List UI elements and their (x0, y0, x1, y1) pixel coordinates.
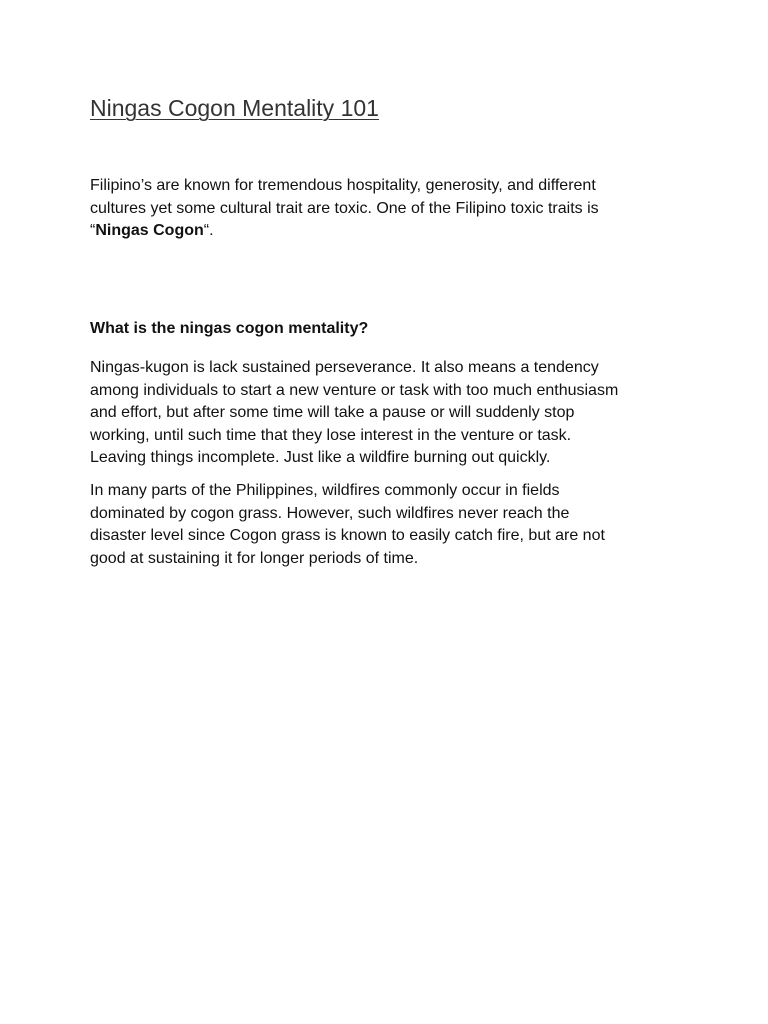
close-quote: “. (203, 222, 214, 239)
wildfire-line: In many parts of the Philippines, wildfires commonly occur in fields (90, 482, 560, 499)
wildfire-line: good at sustaining it for longer periods of time. (90, 549, 419, 567)
intro-line: Filipino’s are known for tremendous hospitality, generosity, and different (90, 177, 596, 194)
definition-line: Leaving things incomplete. Just like a wildfire burning out quickly. (90, 449, 551, 466)
intro-line (90, 220, 599, 243)
definition-paragraph (90, 357, 618, 470)
wildfire-line: disaster level since Cogon grass is known to easily catch fire, but are not (90, 527, 605, 544)
wildfire-paragraph (90, 480, 605, 570)
definition-line: among individuals to start a new venture or task with too much enthusiasm (90, 381, 619, 399)
intro-paragraph (90, 175, 599, 243)
definition-line: working, until such time that they lose interest in the venture or task. (90, 426, 572, 444)
definition-line: Ningas-kugon is lack sustained perseverance. It also means a tendency (90, 359, 599, 376)
open-quote: “ (90, 222, 96, 239)
wildfire-line: dominated by cogon grass. However, such wildfires never reach the (90, 504, 570, 522)
bold-term: Ningas Cogon (95, 222, 204, 239)
section-heading: What is the ningas cogon mentality? (90, 320, 369, 337)
intro-line: cultures yet some cultural trait are toxic. One of the Filipino toxic traits is (90, 199, 599, 217)
definition-line: and effort, but after some time will take a pause or will suddenly stop (90, 404, 575, 421)
document-title: Ningas Cogon Mentality 101 (90, 95, 379, 121)
